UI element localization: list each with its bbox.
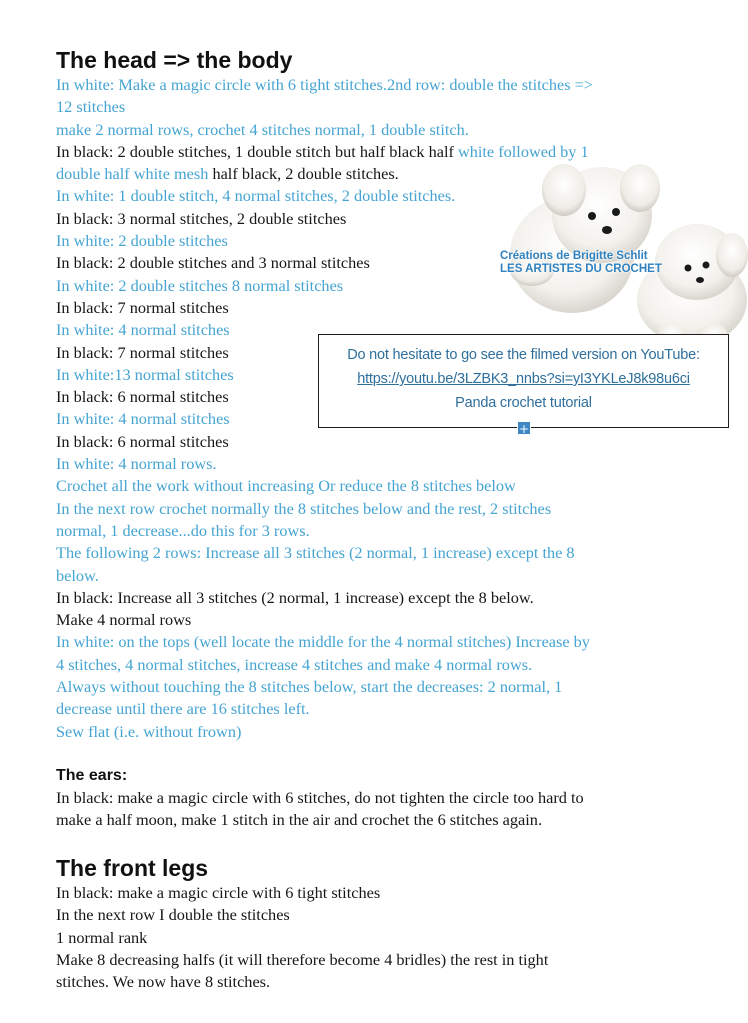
instruction-line: In black: 6 normal stitches <box>56 431 229 451</box>
instruction-segment-black: half black, 2 double stitches. <box>208 164 399 184</box>
instruction-line: In black: Increase all 3 stitches (2 normal, 1 increase) except the 8 below. <box>56 587 534 607</box>
instruction-segment-black: In black: 2 double stitches, 1 double stitch but half black half <box>56 141 458 161</box>
tutorial-label: Panda crochet tutorial <box>455 395 592 411</box>
instruction-line: 4 stitches, 4 normal stitches, increase 4 stitches and make 4 normal rows. <box>56 654 533 674</box>
instruction-line: Crochet all the work without increasing Or reduce the 8 stitches below <box>56 476 516 496</box>
instruction-line: In black: 3 normal stitches, 2 double stitches <box>56 208 347 228</box>
instruction-line: In white: 4 normal rows. <box>56 454 217 474</box>
section-title-ears: The ears: <box>56 767 128 784</box>
youtube-link[interactable]: https://youtu.be/3LZBK3_nnbs?si=yI3YKLeJ8k98u6ci <box>357 371 690 387</box>
instruction-line: The following 2 rows: Increase all 3 stitches (2 normal, 1 increase) except the 8 <box>56 543 575 563</box>
instruction-line: In white: 2 double stitches <box>56 231 228 251</box>
dog-large-ear-left <box>542 164 586 216</box>
instruction-line: In white: 1 double stitch, 4 normal stitches, 2 double stitches. <box>56 186 456 206</box>
instruction-line: normal, 1 decrease...do this for 3 rows. <box>56 520 310 540</box>
instruction-line: make a half moon, make 1 stitch in the air and crochet the 6 stitches again. <box>56 810 543 830</box>
section-body-ears <box>56 787 696 832</box>
section-title-front-legs: The front legs <box>56 855 209 881</box>
instruction-line: In black: 7 normal stitches <box>56 297 229 317</box>
expand-note-button[interactable]: + <box>518 422 530 436</box>
instruction-line: In black: make a magic circle with 6 stitches, do not tighten the circle too hard to <box>56 788 584 807</box>
dog-large-eye-left <box>588 212 596 220</box>
dog-small-ear <box>716 233 748 277</box>
dog-small-eye-right <box>703 262 710 269</box>
instruction-line: Sew flat (i.e. without frown) <box>56 721 242 741</box>
instruction-line: In white: 4 normal stitches <box>56 409 230 429</box>
instruction-line: In black: 7 normal stitches <box>56 342 229 362</box>
instruction-line: In white: on the tops (well locate the middle for the 4 normal stitches) Increase by <box>56 632 590 652</box>
instruction-line: Always without touching the 8 stitches below, start the decreases: 2 normal, 1 <box>56 677 563 697</box>
instruction-line: In white: 2 double stitches 8 normal stitches <box>56 275 344 295</box>
section-title-head-body: The head => the body <box>56 47 293 73</box>
instruction-line: In black: make a magic circle with 6 tight stitches <box>56 883 381 902</box>
youtube-note-text: Do not hesitate to go see the filmed version on YouTube: <box>347 347 700 363</box>
instruction-line: In white: 4 normal stitches <box>56 320 230 340</box>
instruction-line: 1 normal rank <box>56 927 148 947</box>
instruction-line: stitches. We now have 8 stitches. <box>56 972 271 992</box>
section-body-front-legs <box>56 882 696 993</box>
dog-large-ear-right <box>620 164 660 212</box>
dog-small-nose <box>696 277 704 283</box>
instruction-line: below. <box>56 565 99 585</box>
instruction-line: In black: 2 double stitches and 3 normal stitches <box>56 253 370 273</box>
instruction-segment-blue: double half white mesh <box>56 164 209 184</box>
instruction-line: In black: 6 normal stitches <box>56 387 229 407</box>
instruction-line: make 2 normal rows, crochet 4 stitches normal, 1 double stitch. <box>56 119 469 139</box>
instruction-line: In the next row I double the stitches <box>56 905 290 925</box>
dog-large-eye-right <box>612 208 620 216</box>
photo-credit <box>500 250 662 276</box>
dog-small-eye-left <box>685 265 692 272</box>
instruction-line: Make 4 normal rows <box>56 610 192 630</box>
photo-credit-line-2: LES ARTISTES DU CROCHET <box>500 263 662 275</box>
instruction-line: decrease until there are 16 stitches left. <box>56 699 310 719</box>
instruction-line: Make 8 decreasing halfs (it will therefore become 4 bridles) the rest in tight <box>56 949 549 969</box>
instruction-line: In white:13 normal stitches <box>56 364 234 384</box>
photo-credit-line-1: Créations de Brigitte Schlit <box>500 250 648 262</box>
dog-large-nose <box>602 226 612 234</box>
instruction-line: In white: Make a magic circle with 6 tight stitches.2nd row: double the stitches => <box>56 75 593 94</box>
instruction-segment-blue: white followed by 1 <box>457 141 589 161</box>
youtube-note-box <box>318 334 729 428</box>
instruction-line: 12 stitches <box>56 97 126 117</box>
instruction-line: In the next row crochet normally the 8 stitches below and the rest, 2 stitches <box>56 498 552 518</box>
